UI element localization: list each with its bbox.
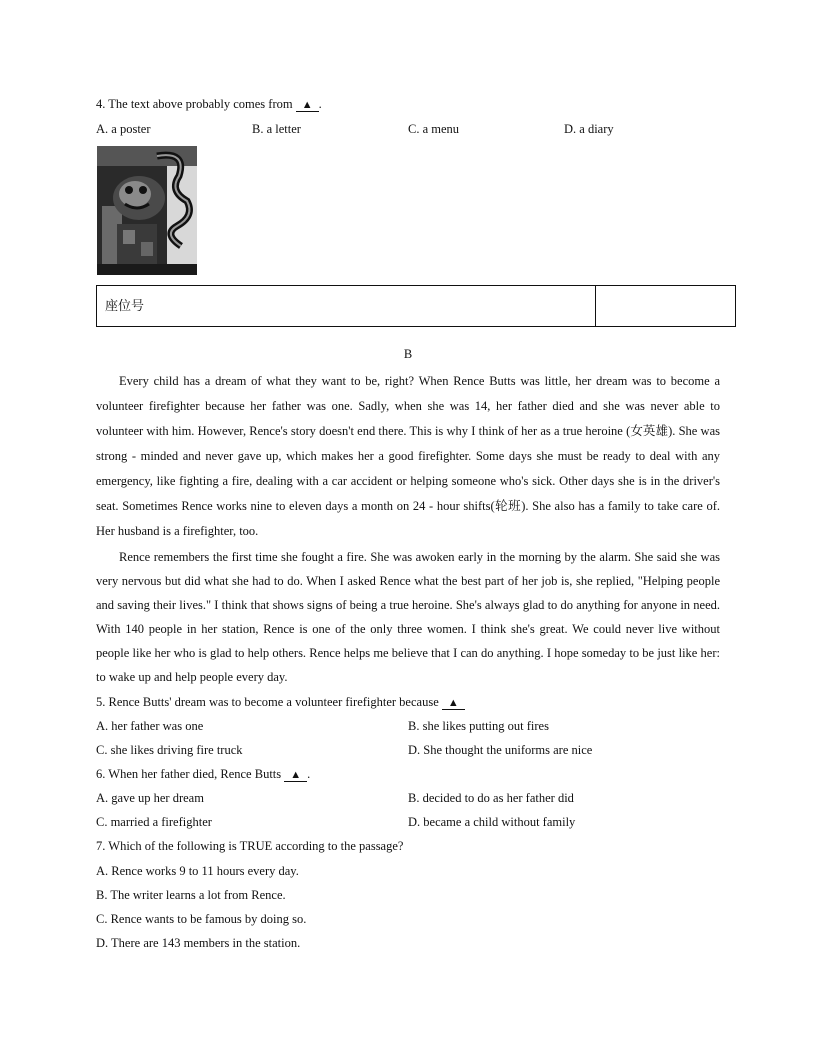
seat-number-field[interactable] [597, 286, 735, 326]
q6-stem-end: . [307, 767, 311, 781]
q4-stem-text: 4. The text above probably comes from [96, 97, 293, 111]
q4-option-c[interactable]: C. a menu [408, 122, 460, 136]
q7-option-d[interactable]: D. There are 143 members in the station. [96, 936, 301, 950]
q7-option-b[interactable]: B. The writer learns a lot from Rence. [96, 888, 286, 902]
q4-stem-end: . [318, 97, 322, 111]
q5-option-c[interactable]: C. she likes driving fire truck [96, 743, 243, 757]
seat-number-table [96, 285, 736, 327]
q6-option-d[interactable]: D. became a child without family [408, 815, 576, 829]
q5-option-b[interactable]: B. she likes putting out fires [408, 719, 549, 733]
seat-table-divider [595, 286, 596, 326]
q6-stem [96, 766, 310, 782]
q4-stem [96, 96, 322, 112]
q7-stem: 7. Which of the following is TRUE according to the passage? [96, 839, 404, 853]
q6-option-a[interactable]: A. gave up her dream [96, 791, 204, 805]
q6-option-b[interactable]: B. decided to do as her father did [408, 791, 574, 805]
q5-stem-text: 5. Rence Butts' dream was to become a volunteer firefighter because [96, 695, 439, 709]
q6-option-c[interactable]: C. married a firefighter [96, 815, 212, 829]
q7-option-a[interactable]: A. Rence works 9 to 11 hours every day. [96, 864, 299, 878]
dragon-statue-image [97, 146, 197, 275]
q4-answer-blank[interactable]: ▲ [296, 99, 319, 112]
seat-number-label: 座位号 [105, 299, 145, 314]
q4-option-d[interactable]: D. a diary [564, 122, 614, 136]
q4-option-a[interactable]: A. a poster [96, 122, 151, 136]
q5-option-d[interactable]: D. She thought the uniforms are nice [408, 743, 593, 757]
passage-paragraph-1: Every child has a dream of what they want to be, right? When Rence Butts was little, her dream was to become a volunteer firefighter because her father was one. Sadly, when she was 14, her father died and she was never able to volunteer with him. However, Rence's story doesn't end there. This is why I think of her as a true heroine (女英雄). She was strong - minded and never gave up, which makes her a good firefighter. Some days she must be ready to deal with any emergency, like fighting a fire, dealing with a car accident or helping someone who's sick. Other days she is in the driver's seat. Sometimes Rence works nine to eleven days a month on 24 - hour shifts(轮班). She also has a family to take care of. Her husband is a firefighter, too. [96, 374, 720, 538]
q7-option-c[interactable]: C. Rence wants to be famous by doing so. [96, 912, 307, 926]
q6-stem-text: 6. When her father died, Rence Butts [96, 767, 282, 781]
q5-stem [96, 694, 465, 710]
q5-option-a[interactable]: A. her father was one [96, 719, 204, 733]
q5-answer-blank[interactable]: ▲ [442, 697, 465, 710]
section-title: B [403, 347, 413, 361]
q4-option-b[interactable]: B. a letter [252, 122, 301, 136]
dragon-statue-graphic [97, 146, 197, 275]
passage-paragraph-2: Rence remembers the first time she fought a fire. She was awoken early in the morning by the alarm. She said she was very nervous but did what she had to do. When I asked Rence what the best part of her job is, she replied, "Helping people and saving their lives." I think that shows signs of being a true heroine. She's always glad to do anything for anyone in need. With 140 people in her station, Rence is one of the only three women. I think she's great. We could never live without people like her who is glad to help others. Rence helps me believe that I can do anything. I hope someday to be just like her: to wake up and help people every day. [96, 550, 720, 684]
q6-answer-blank[interactable]: ▲ [284, 769, 307, 782]
